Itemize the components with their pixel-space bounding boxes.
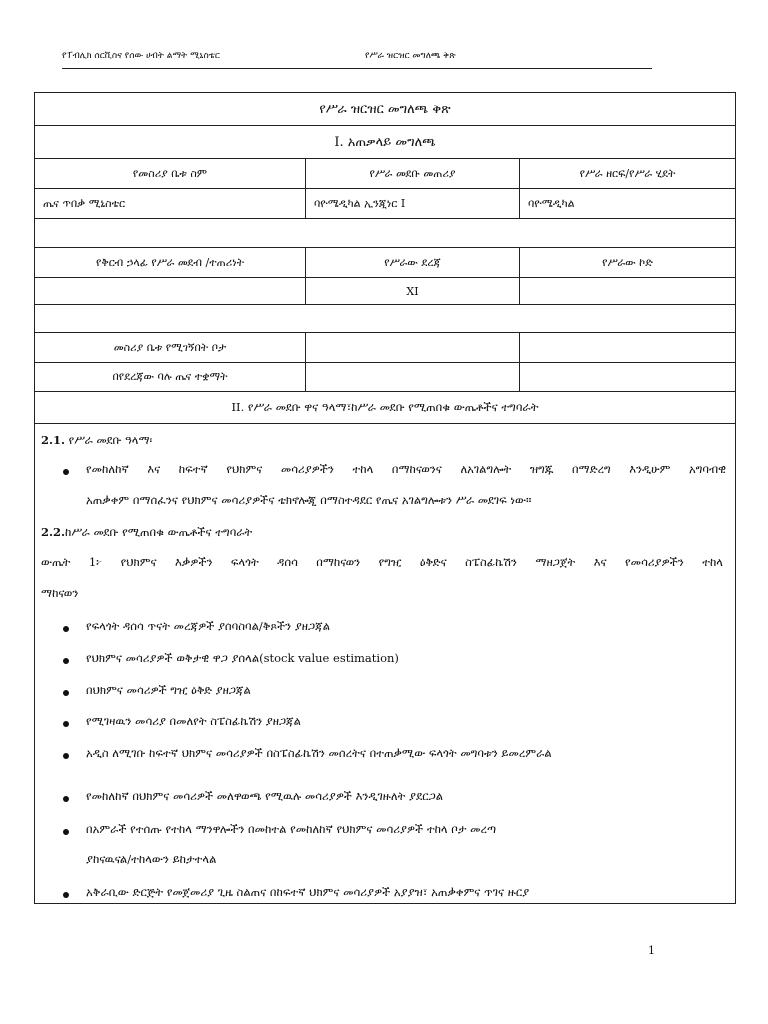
bullet-dot — [63, 753, 69, 759]
header-office-name: የመስሪያ ቤቱ ስም — [132, 166, 208, 180]
header-work-sector: የሥራ ዘርፍ/የሥራ ሂደት — [519, 159, 735, 188]
task-bullet-5: አዲስ ለሚገቡ ከፍተኛ ህክምና መሳሪያዎች በስፔስፊኬሽን መሰረትና በተጠቃሚው ፍላጎት መግባቱን ይመረምራል — [86, 746, 552, 760]
empty-row-2 — [35, 305, 735, 333]
data-row-1 — [35, 189, 735, 219]
subheading-2-1 — [41, 433, 152, 448]
level-value-1 — [305, 363, 519, 391]
header-job-grade: የሥራው ደረጃ — [305, 248, 519, 277]
task-bullet-3: በህክምና መሳሪዎች ግዢ ዕቅድ ያዘጋጃል — [86, 683, 251, 697]
location-row — [35, 333, 735, 363]
level-value-2 — [519, 363, 735, 391]
work-sector-value: ባዮሜዲካል — [519, 189, 735, 218]
task-bullet-2: የህክምና መሳሪያዎች ወቅታዊ ዋጋ ያሰላል(stock value estimation) — [86, 651, 399, 665]
col-header-row — [35, 159, 735, 189]
bullet-dot — [63, 690, 69, 696]
location-value-2 — [519, 333, 735, 362]
header-ministry: የፐብሊክ ሰርቪስና የሰው ሀብት ልማት ሚኒስቴር — [62, 51, 220, 61]
data-row-2 — [35, 278, 735, 305]
empty-row-1 — [35, 219, 735, 248]
level-label: በየደረጃው ባሉ ጤና ተቋማት — [112, 370, 228, 383]
subheading-2-2-number: 2.2. — [41, 525, 66, 539]
task-bullet-7-continued: ያከናዉናል/ተከላውን ይከታተላል — [86, 852, 217, 866]
form-title-row — [35, 93, 735, 126]
task-bullet-4: የሚገዛዉን መሳሪያ በመለየት ስፔስፊኬሽን ያዘጋጃል — [86, 714, 301, 728]
section1-row — [35, 126, 735, 159]
subheading-2-1-number: 2.1. — [41, 433, 66, 447]
location-label: መስሪያ ቤቱ የሚገኝበት ቦታ — [113, 340, 227, 354]
bullet-dot — [63, 469, 69, 475]
supervisor-value — [35, 278, 305, 304]
header-form-title: የሥራ ዝርዝር መግለጫ ቅጽ — [365, 51, 456, 61]
subheading-2-2 — [41, 525, 252, 540]
bullet-dot — [63, 721, 69, 727]
bullet-dot — [63, 829, 69, 835]
task-bullet-1: የፍላጎት ዳሰሳ ጥናት መረጃዎች ያሰባስባል/ቅጾችን ያዘጋጃል — [86, 619, 330, 633]
purpose-line-2: አጠቃቀም በማሰፈንና የህክምና መሳሪያዎችና ቴክኖሎጂ በማስተዳደር የጤና አገልግሎቱን ሥራ መደገፍ ነው። — [86, 493, 532, 507]
position-title-value: ባዮሜዲካል ኢንጂነር I — [305, 189, 519, 218]
bullet-dot — [63, 796, 69, 802]
header-rule — [62, 68, 652, 69]
form-title: የሥራ ዝርዝር መግለጫ ቅጽ — [319, 101, 451, 117]
task-bullet-6: የመከለከኛ በህክምና መሳሪዎች መለዋወጫ የሚዉሉ መሳሪያዎች እንዲገዙለት ያደርጋል — [86, 789, 444, 803]
subheading-2-1-text: የሥራ መደቡ ዓላማ፡ — [68, 433, 153, 447]
bullet-dot — [63, 658, 69, 664]
bullet-dot — [63, 892, 69, 898]
outcome-1-line-2: ማከናወን — [41, 586, 79, 600]
level-row — [35, 363, 735, 392]
col-header-row-2 — [35, 248, 735, 278]
purpose-line-1: የመከለከኛ እና ከፍተኛ የህክምና መሳሪያዎችን ተከላ በማከናወንና ለአገልግሎት ዝግጁ በማድረግ እንዲሁም አግባብዊ — [86, 462, 726, 476]
task-bullet-8: አቅራቢው ድርጅት የመጀመሪያ ጊዜ ስልጠና በከፍተኛ ህክምና መሳሪያዎች አያያዝ፣ አጠቃቀምና ጥገና ዙርያ — [86, 885, 530, 899]
location-value-1 — [305, 333, 519, 362]
page-number: 1 — [648, 944, 655, 957]
section2-heading: II. የሥራ መደቡ ዋና ዓላማ፣ከሥራ መደቡ የሚጠበቁ ውጤቶችና ተግባራት — [231, 400, 539, 414]
section2-row — [35, 392, 735, 424]
header-position-title: የሥራ መደቡ መጠሪያ — [305, 159, 519, 188]
section1-heading: I. አጠቃላይ መግለጫ — [334, 134, 436, 150]
bullet-dot — [63, 626, 69, 632]
job-description-form — [34, 92, 736, 904]
job-grade-value: XI — [305, 278, 519, 304]
header-job-code: የሥራው ኮድ — [519, 248, 735, 277]
office-name-value: ጤና ጥበቃ ሚኒስቴር — [43, 196, 126, 210]
task-bullet-7: በአምራች የተሰጡ የተከላ ማንዋሎችን በመከተል የመከለከኛ የህክምና መሳሪያዎች ተከላ ቦታ መረጣ — [86, 822, 497, 836]
header-supervisor: የቅርብ ኃላፊ የሥራ መደብ /ተጠሪነት — [95, 255, 245, 269]
outcome-1-line-1: ውጤት 1፦ የህክምና እቃዎችን ፍላጎት ዳሰሳ በማከናወን የግዢ ዕቅድና ስፔስፊኬሽን ማዘጋጀት እና የመሳሪያዎችን ተከላ — [41, 555, 723, 569]
job-code-value — [519, 278, 735, 304]
subheading-2-2-text: ከሥራ መደቡ የሚጠበቁ ውጤቶችና ተግባራት — [65, 525, 253, 539]
